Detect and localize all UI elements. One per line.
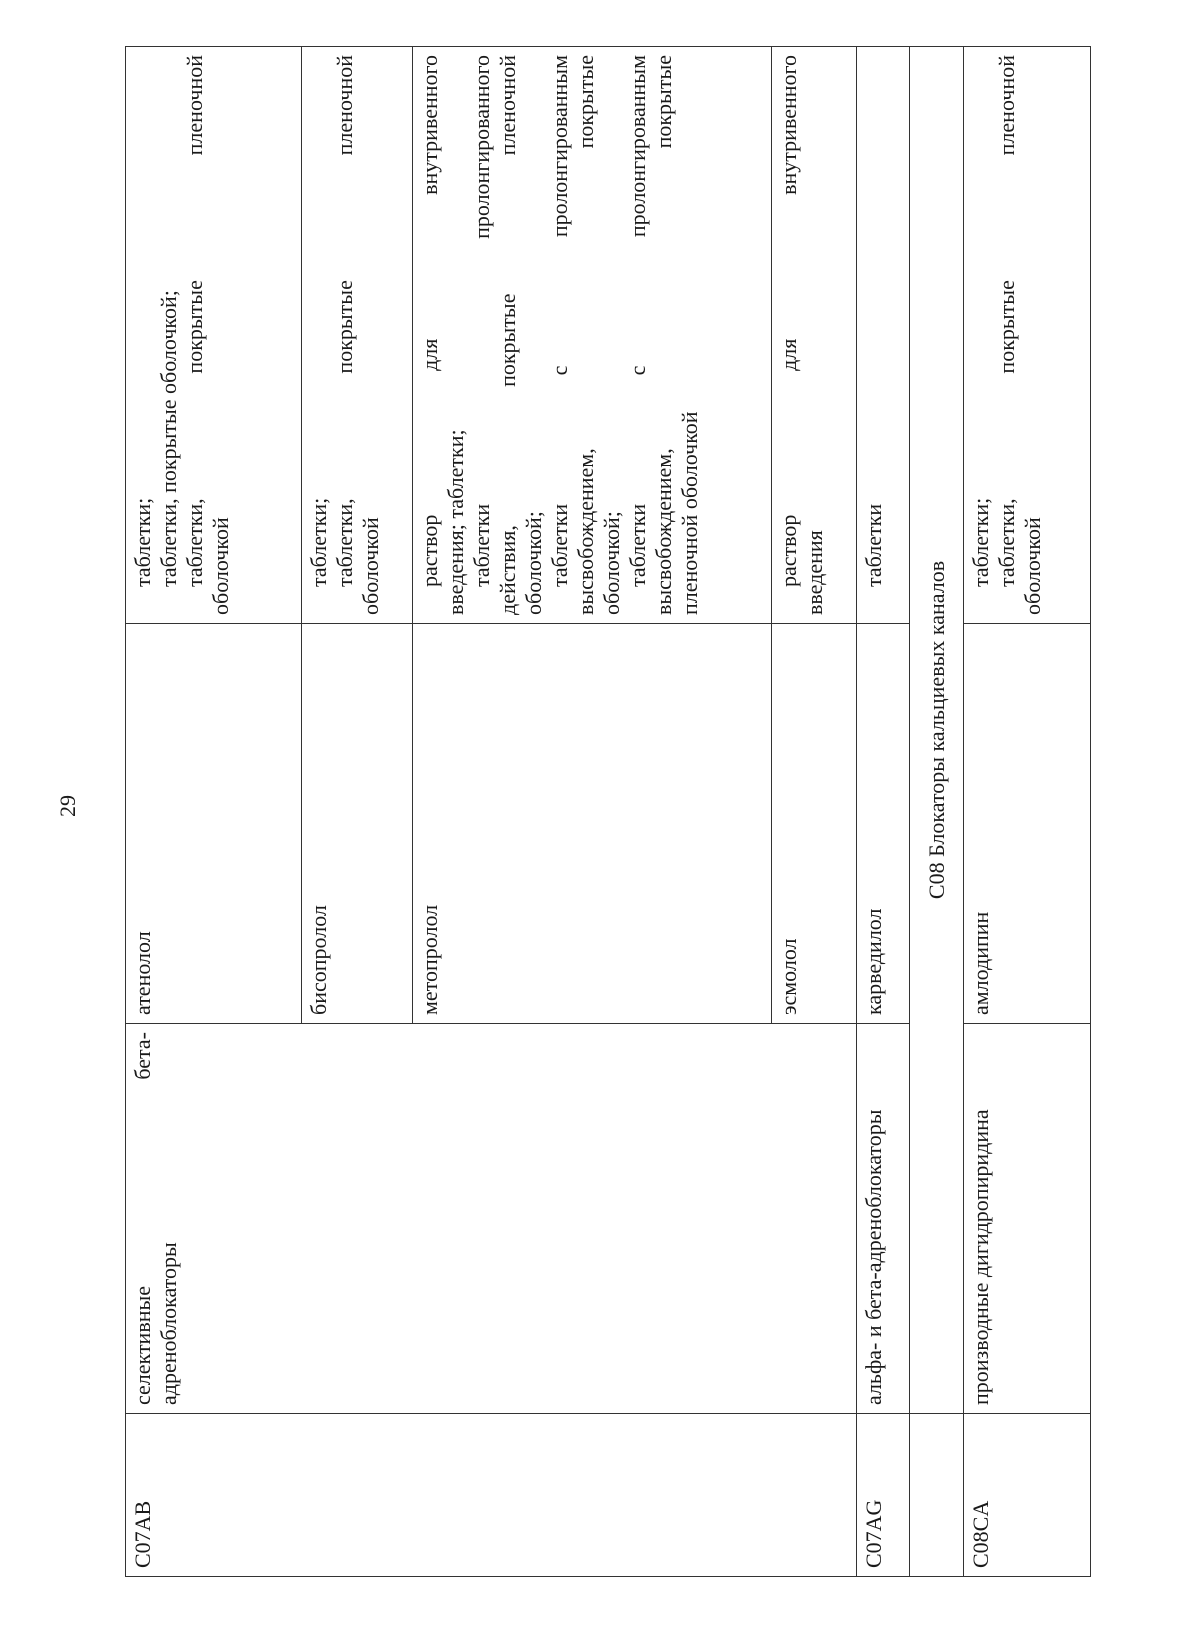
rotated-page-content <box>125 47 1090 1577</box>
drug-table <box>125 46 1091 1577</box>
pharm-group-cell: производные дигидропиридина <box>964 1024 1091 1414</box>
drug-name-cell: эсмолол <box>772 624 857 1024</box>
dosage-forms-cell: раствор для внутривенного введения <box>772 47 857 624</box>
dosage-forms-cell: раствор для внутривенного введения; таблетки; таблетки пролонгированного действия, покрытые пленочной оболочкой; таблетки с пролонгированным высвобождением, покрытые оболочкой; таблетки с пролонгированным высвобождением, покрытые пленочной оболочкой <box>413 47 772 624</box>
dosage-forms-cell: таблетки <box>857 47 910 624</box>
section-row <box>910 47 964 1577</box>
pharm-group-line: адреноблокаторы <box>156 1242 181 1405</box>
drug-name-cell: метопролол <box>413 624 772 1024</box>
dosage-forms-cell: таблетки; таблетки, покрытые пленочной оболочкой <box>964 47 1091 624</box>
section-indent-cell <box>910 1414 964 1577</box>
drug-name-cell: бисопролол <box>302 624 413 1024</box>
pharm-group-cell <box>126 1024 857 1414</box>
drug-name-cell: атенолол <box>126 624 302 1024</box>
pharm-group-cell: альфа- и бета-адреноблокаторы <box>857 1024 910 1414</box>
drug-name-cell: карведилол <box>857 624 910 1024</box>
drug-name-cell: амлодипин <box>964 624 1091 1024</box>
atc-code-cell: C07AG <box>857 1414 910 1577</box>
dosage-forms-cell: таблетки; таблетки, покрытые пленочной оболочкой <box>302 47 413 624</box>
pharm-group-line: селективные бета- <box>130 1032 155 1405</box>
page-number: 29 <box>55 795 80 817</box>
section-heading: C08 Блокаторы кальциевых каналов <box>910 47 964 1414</box>
table-row <box>964 47 1091 1577</box>
dosage-forms-cell: таблетки; таблетки, покрытые оболочкой; таблетки, покрытые пленочной оболочкой <box>126 47 302 624</box>
table-row <box>857 47 910 1577</box>
atc-code-cell: C08CA <box>964 1414 1091 1577</box>
atc-code-cell: C07AB <box>126 1414 857 1577</box>
table-row <box>126 47 302 1577</box>
